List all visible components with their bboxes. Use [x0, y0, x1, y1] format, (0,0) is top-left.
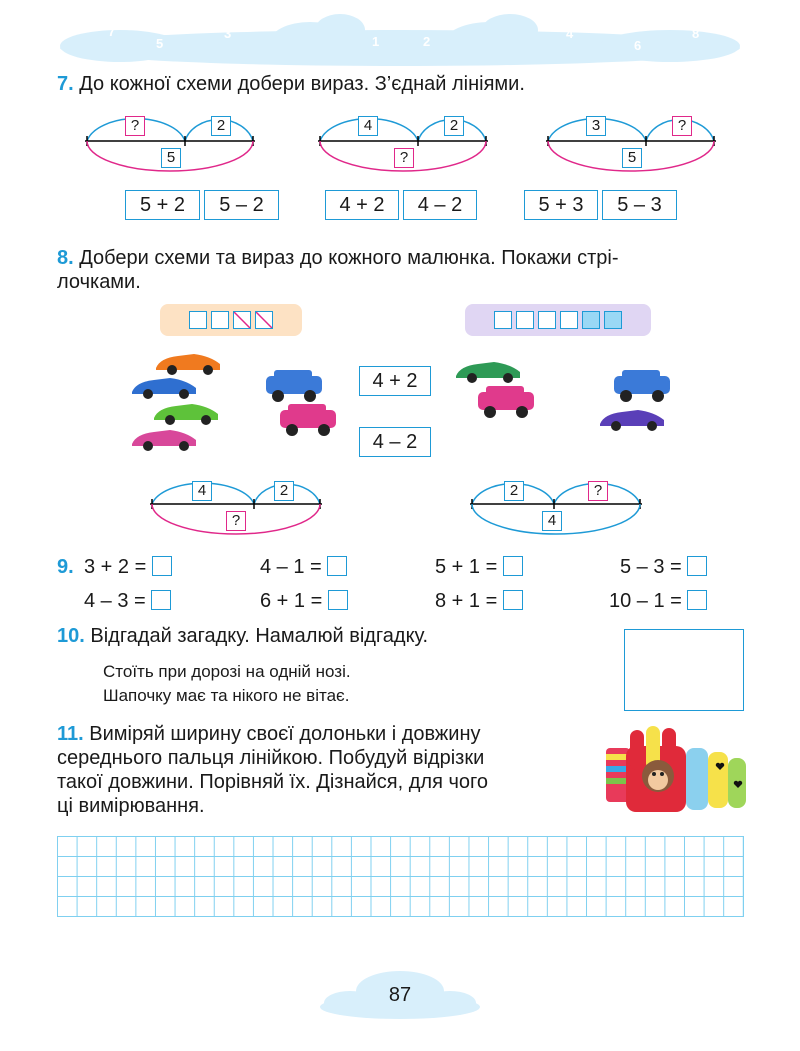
header-clouds: [40, 8, 760, 68]
equation-text: 5 + 1 =: [435, 556, 498, 578]
cloud-number: 4: [566, 26, 574, 41]
scheme-left-value: 4: [358, 116, 378, 136]
squares-strip-left: [160, 304, 302, 336]
equation-text: 4 – 1 =: [260, 556, 322, 578]
page-number: 87: [388, 984, 412, 1006]
scheme-diagram: [150, 474, 322, 540]
scheme-left-value: ?: [125, 116, 145, 136]
scheme-right-value: 2: [444, 116, 464, 136]
answer-box[interactable]: [687, 590, 707, 610]
answer-box[interactable]: [687, 556, 707, 576]
cloud-number: 7: [108, 24, 116, 39]
answer-box[interactable]: [151, 590, 171, 610]
expression-box[interactable]: 5 – 3: [602, 190, 677, 220]
equation: [435, 589, 523, 613]
expression-box[interactable]: 4 – 2: [359, 427, 431, 457]
scheme-bottom-value: 4: [542, 511, 562, 531]
equation-text: 8 + 1 =: [435, 590, 498, 612]
sports-car-purple-icon: [596, 404, 668, 432]
filled-square-icon: [604, 311, 622, 329]
scheme-diagram: [85, 108, 255, 178]
cloud-number: 1: [372, 34, 380, 49]
expression-box[interactable]: 5 + 3: [524, 190, 598, 220]
scheme-bottom-value: ?: [394, 148, 414, 168]
sports-car-blue-icon: [128, 372, 200, 400]
glove-image: [600, 718, 750, 818]
cloud-number: 3: [224, 26, 232, 41]
scheme-right-value: 2: [211, 116, 231, 136]
task8-instruction: [57, 246, 757, 294]
task-number: 8.: [57, 247, 74, 269]
equation: [435, 555, 523, 579]
cloud-number: 2: [423, 34, 431, 49]
sports-car-green-icon: [452, 356, 524, 384]
scheme-right-value: 2: [274, 481, 294, 501]
task-text-line1: Виміряй ширину своєї долоньки і довжину: [89, 723, 481, 745]
scheme-diagram: [546, 108, 716, 178]
equation: [260, 589, 348, 613]
expression-box[interactable]: 4 – 2: [403, 190, 477, 220]
cloud-number: 0: [396, 16, 404, 31]
crossed-square-icon: [233, 311, 251, 329]
expression-box[interactable]: 4 + 2: [359, 366, 431, 396]
scheme-diagram: [470, 474, 642, 540]
cloud-number: 5: [156, 36, 164, 51]
task10-instruction: [57, 624, 428, 648]
task-text: Відгадай загадку. Намалюй відгадку.: [90, 625, 429, 647]
task-text: До кожної схеми добери вираз. З’єднай лініями.: [79, 73, 525, 95]
equation-text: 5 – 3 =: [620, 556, 682, 578]
task-number: 7.: [57, 73, 74, 95]
equation: [84, 555, 172, 579]
scheme-diagram: [318, 108, 488, 178]
scheme-left-value: 4: [192, 481, 212, 501]
task-text-line3: такої довжини. Порівняй їх. Дізнайся, для чого: [57, 771, 488, 793]
sports-car-pink-icon: [128, 424, 200, 452]
suv-pink-icon: [276, 400, 340, 438]
crossed-square-icon: [255, 311, 273, 329]
filled-square-icon: [582, 311, 600, 329]
riddle-line: Стоїть при дорозі на одній нозі.: [103, 662, 351, 681]
equation: [84, 589, 171, 613]
equation: [609, 589, 707, 613]
task-number: 10.: [57, 625, 85, 647]
equation-text: 6 + 1 =: [260, 590, 323, 612]
expression-box[interactable]: 4 + 2: [325, 190, 399, 220]
square-icon: [538, 311, 556, 329]
expression-box[interactable]: 5 + 2: [125, 190, 200, 220]
cloud-number: 8: [692, 26, 700, 41]
scheme-bottom-value: ?: [226, 511, 246, 531]
sports-car-green-icon: [150, 398, 222, 426]
cloud-number: 6: [634, 38, 642, 53]
task-number: 11.: [57, 723, 84, 745]
square-icon: [516, 311, 534, 329]
measurement-grid[interactable]: [57, 836, 744, 917]
suv-blue-icon: [262, 366, 326, 404]
task11-instruction: [57, 722, 597, 818]
suv-pink-icon: [474, 382, 538, 420]
square-icon: [211, 311, 229, 329]
square-icon: [560, 311, 578, 329]
equation: [620, 555, 707, 579]
task-text-line2: середнього пальця лінійкою. Побудуй відрізки: [57, 747, 485, 769]
equation: [260, 555, 347, 579]
equation-text: 3 + 2 =: [84, 556, 147, 578]
answer-box[interactable]: [328, 590, 348, 610]
drawing-area[interactable]: [624, 629, 744, 711]
equation-text: 10 – 1 =: [609, 590, 682, 612]
task-number: 9.: [57, 556, 74, 578]
scheme-left-value: 3: [586, 116, 606, 136]
answer-box[interactable]: [152, 556, 172, 576]
scheme-left-value: 2: [504, 481, 524, 501]
task-text-line4: ці вимірювання.: [57, 795, 205, 817]
riddle-line: Шапочку має та нікого не вітає.: [103, 686, 350, 705]
equation-text: 4 – 3 =: [84, 590, 146, 612]
scheme-bottom-value: 5: [622, 148, 642, 168]
answer-box[interactable]: [503, 556, 523, 576]
task-text-line1: Добери схеми та вираз до кожного малюнка. Покажи стрі-: [79, 247, 619, 269]
task7-instruction: [57, 72, 525, 96]
answer-box[interactable]: [503, 590, 523, 610]
expression-box[interactable]: 5 – 2: [204, 190, 279, 220]
scheme-bottom-value: 5: [161, 148, 181, 168]
scheme-right-value: ?: [588, 481, 608, 501]
scheme-right-value: ?: [672, 116, 692, 136]
answer-box[interactable]: [327, 556, 347, 576]
suv-blue-icon: [610, 366, 674, 404]
task-text-line2: лочками.: [57, 271, 141, 293]
square-icon: [494, 311, 512, 329]
squares-strip-right: [465, 304, 651, 336]
square-icon: [189, 311, 207, 329]
